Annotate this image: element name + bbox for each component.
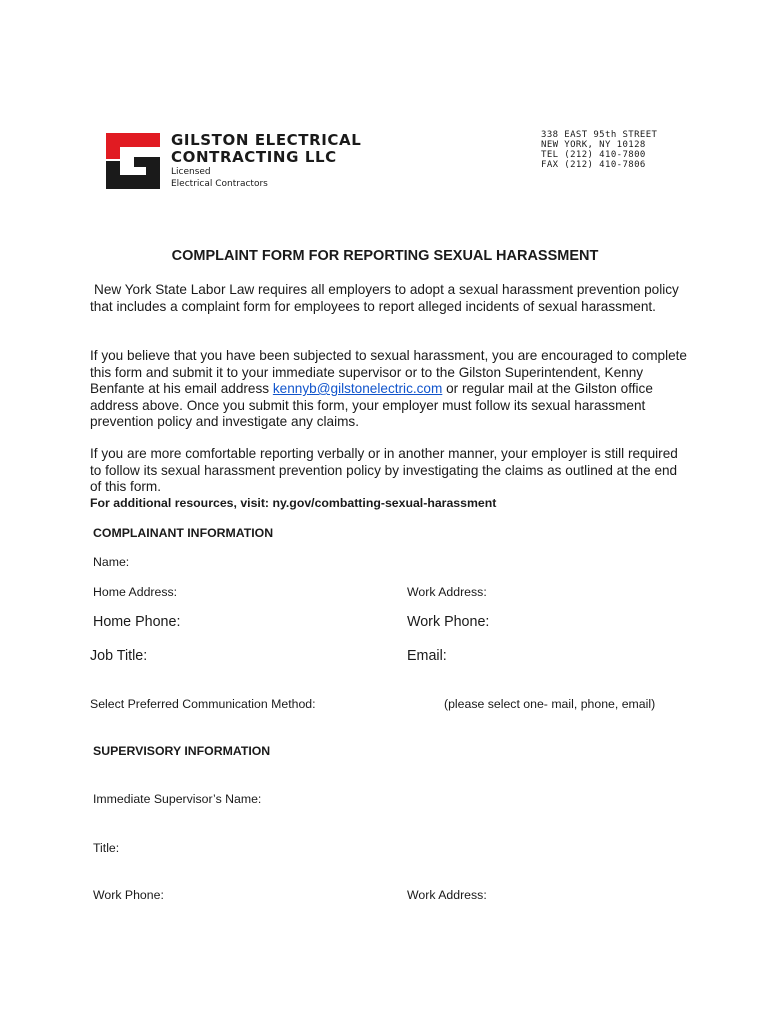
company-address-line1: 338 EAST 95th STREET xyxy=(541,130,658,140)
supervisor-name-label: Immediate Supervisor’s Name: xyxy=(93,792,262,806)
supervisor-title-label: Title: xyxy=(93,841,120,855)
work-phone-label: Work Phone: xyxy=(407,614,490,630)
name-field-label: Name: xyxy=(93,555,130,569)
resources-note: For additional resources, visit: ny.gov/combatting-sexual-harassment xyxy=(90,496,497,510)
intro-paragraph-2-text-b: or regular mail at the Gilston office address above. Once you submit this form, your employer must follow its sexual harassment prevention policy and investigate any claims. xyxy=(90,381,653,429)
supervisory-section-heading: SUPERVISORY INFORMATION xyxy=(93,744,271,758)
supervisor-work-address-label: Work Address: xyxy=(407,888,487,902)
communication-method-label: Select Preferred Communication Method: xyxy=(90,697,316,711)
complainant-section-heading: COMPLAINANT INFORMATION xyxy=(93,526,274,540)
superintendent-email-link[interactable]: kennyb@gilstonelectric.com xyxy=(272,381,443,396)
work-address-label: Work Address: xyxy=(407,585,487,599)
form-title: COMPLAINT FORM FOR REPORTING SEXUAL HARASSMENT xyxy=(171,248,599,264)
company-fax: FAX (212) 410-7806 xyxy=(541,160,646,170)
home-phone-label: Home Phone: xyxy=(93,614,181,630)
job-title-label: Job Title: xyxy=(90,648,148,664)
company-tagline-line2: Electrical Contractors xyxy=(171,179,268,189)
home-address-label: Home Address: xyxy=(93,585,178,599)
company-name-line2: CONTRACTING LLC xyxy=(171,148,337,166)
company-tagline-line1: Licensed xyxy=(171,167,211,177)
company-logo-mark xyxy=(106,133,160,189)
company-address-line2: NEW YORK, NY 10128 xyxy=(541,140,646,150)
email-label: Email: xyxy=(407,648,447,664)
intro-paragraph-2-text-a: If you believe that you have been subjected to sexual harassment, you are encouraged to complete this form and submit it to your immediate supervisor or to the Gilston Superintendent, Kenny Benfante at his email address xyxy=(90,348,687,396)
company-phone: TEL (212) 410-7800 xyxy=(541,150,646,160)
supervisor-work-phone-label: Work Phone: xyxy=(93,888,164,902)
intro-paragraph-2 xyxy=(90,348,690,431)
intro-paragraph-1: New York State Labor Law requires all employers to adopt a sexual harassment prevention policy that includes a complaint form for employees to report alleged incidents of sexual harassment. xyxy=(90,282,679,314)
intro-paragraph-3: If you are more comfortable reporting verbally or in another manner, your employer is still required to follow its sexual harassment prevention policy by investigating the claims as outlined at the end of this form. xyxy=(90,446,678,494)
communication-method-hint: (please select one- mail, phone, email) xyxy=(444,697,656,711)
company-name-line1: GILSTON ELECTRICAL xyxy=(171,131,362,149)
